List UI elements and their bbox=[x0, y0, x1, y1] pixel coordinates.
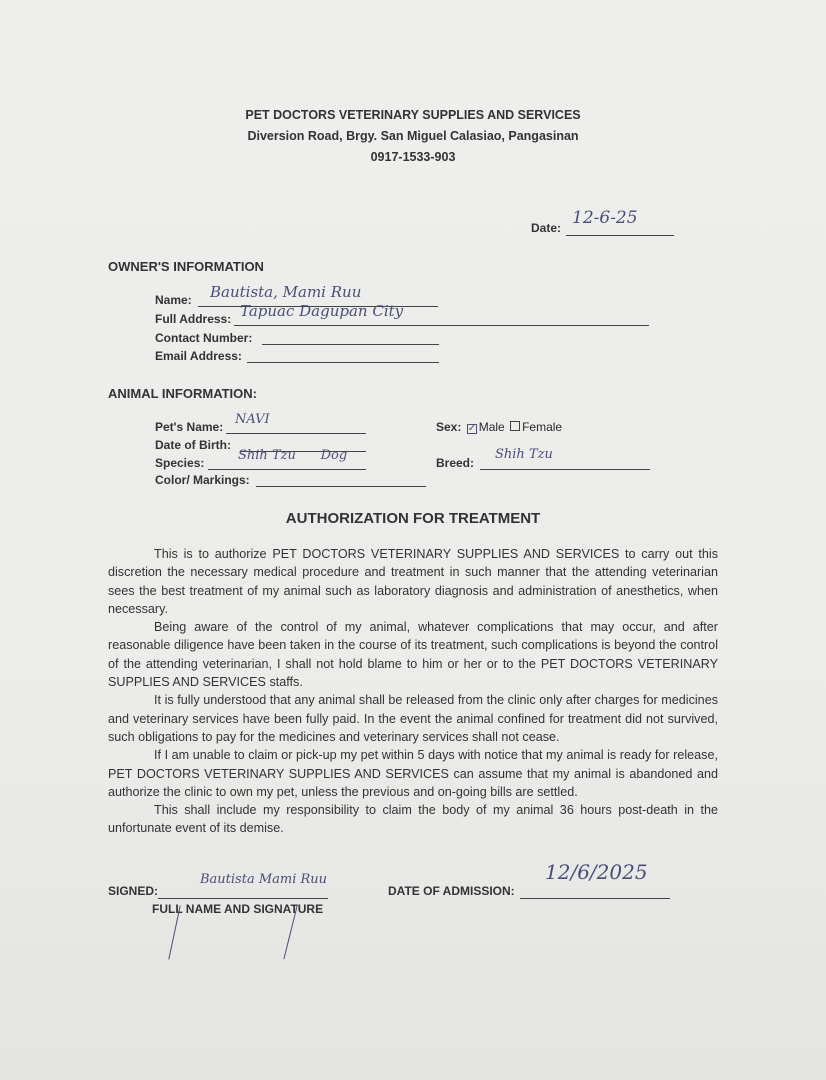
female-label: Female bbox=[522, 420, 563, 434]
animal-heading: ANIMAL INFORMATION: bbox=[108, 386, 257, 401]
admission-field[interactable] bbox=[520, 885, 670, 899]
name-label: Name: bbox=[155, 293, 192, 307]
admission-value: 12/6/2025 bbox=[545, 860, 648, 884]
owner-heading: OWNER'S INFORMATION bbox=[108, 259, 264, 274]
date-label: Date: bbox=[531, 221, 562, 235]
male-label: Male bbox=[478, 420, 505, 434]
email-label: Email Address: bbox=[155, 349, 242, 363]
dob-label: Date of Birth: bbox=[155, 438, 231, 452]
color-label: Color/ Markings: bbox=[155, 473, 250, 487]
address-label: Full Address: bbox=[155, 312, 232, 326]
paragraph: This is to authorize PET DOCTORS VETERINARY SUPPLIES AND SERVICES to carry out this discretion the necessary medical procedure and treatment in such manner that the attending veterinarian sees the best treatment of my animal such as laboratory diagnosis and administration of anesthetics, when necessary. bbox=[108, 547, 718, 616]
sex-label: Sex: bbox=[436, 420, 462, 434]
email-field[interactable] bbox=[247, 349, 439, 363]
paragraph: If I am unable to claim or pick-up my pet within 5 days with notice that my animal is ready for release, PET DOCTORS VETERINARY SUPPLIES AND SERVICES can assume that my animal is abandoned and authorize the clinic to own my pet, unless the previous and on-going bills are settled. bbox=[108, 748, 718, 799]
address-value: Tapuac Dagupan City bbox=[240, 302, 404, 320]
species-label: Species: bbox=[155, 456, 205, 470]
clinic-address: Diversion Road, Brgy. San Miguel Calasiao, Pangasinan bbox=[247, 129, 579, 143]
admission-label: DATE OF ADMISSION: bbox=[388, 884, 515, 898]
date-value: 12-6-25 bbox=[572, 208, 638, 228]
handwritten-signature: Bautista Mami Ruu bbox=[200, 872, 328, 887]
pet-name-value: NAVI bbox=[235, 412, 270, 427]
contact-label: Contact Number: bbox=[155, 331, 253, 345]
species-value: Shih Tzu Dog bbox=[238, 448, 348, 463]
clinic-phone: 0917-1533-903 bbox=[370, 150, 456, 164]
signature-field[interactable] bbox=[158, 885, 328, 899]
pet-name-label: Pet's Name: bbox=[155, 420, 224, 434]
clinic-name: PET DOCTORS VETERINARY SUPPLIES AND SERVICES bbox=[245, 108, 581, 122]
signed-label: SIGNED: bbox=[108, 884, 159, 898]
signature-caption: FULL NAME AND SIGNATURE bbox=[152, 902, 324, 916]
authorization-body bbox=[108, 545, 718, 838]
paragraph: It is fully understood that any animal shall be released from the clinic only after charges for medicines and veterinary services have been fully paid. In the event the animal confined for treatment did not survived, such obligations to pay for the medicines and veterinary services shall not cease. bbox=[108, 693, 718, 744]
female-checkbox[interactable] bbox=[510, 421, 520, 431]
contact-field[interactable] bbox=[262, 331, 439, 345]
male-checkbox[interactable]: ✓ bbox=[467, 423, 477, 434]
authorization-title: AUTHORIZATION FOR TREATMENT bbox=[285, 510, 541, 527]
sex-field bbox=[436, 420, 562, 434]
paragraph: Being aware of the control of my animal, whatever complications that may occur, and after reasonable diligence have been taken in the course of its treatment, such complications is beyond the control of the attending veterinarian, I shall not hold blame to him or her or to the PET DOCTORS VETERINARY SUPPLIES AND SERVICES staffs. bbox=[108, 620, 718, 690]
name-value: Bautista, Mami Ruu bbox=[210, 283, 362, 301]
color-field[interactable] bbox=[256, 473, 426, 487]
breed-label: Breed: bbox=[436, 456, 475, 470]
breed-value: Shih Tzu bbox=[495, 447, 553, 462]
paragraph: This shall include my responsibility to claim the body of my animal 36 hours post-death in the unfortunate event of its demise. bbox=[108, 803, 718, 836]
